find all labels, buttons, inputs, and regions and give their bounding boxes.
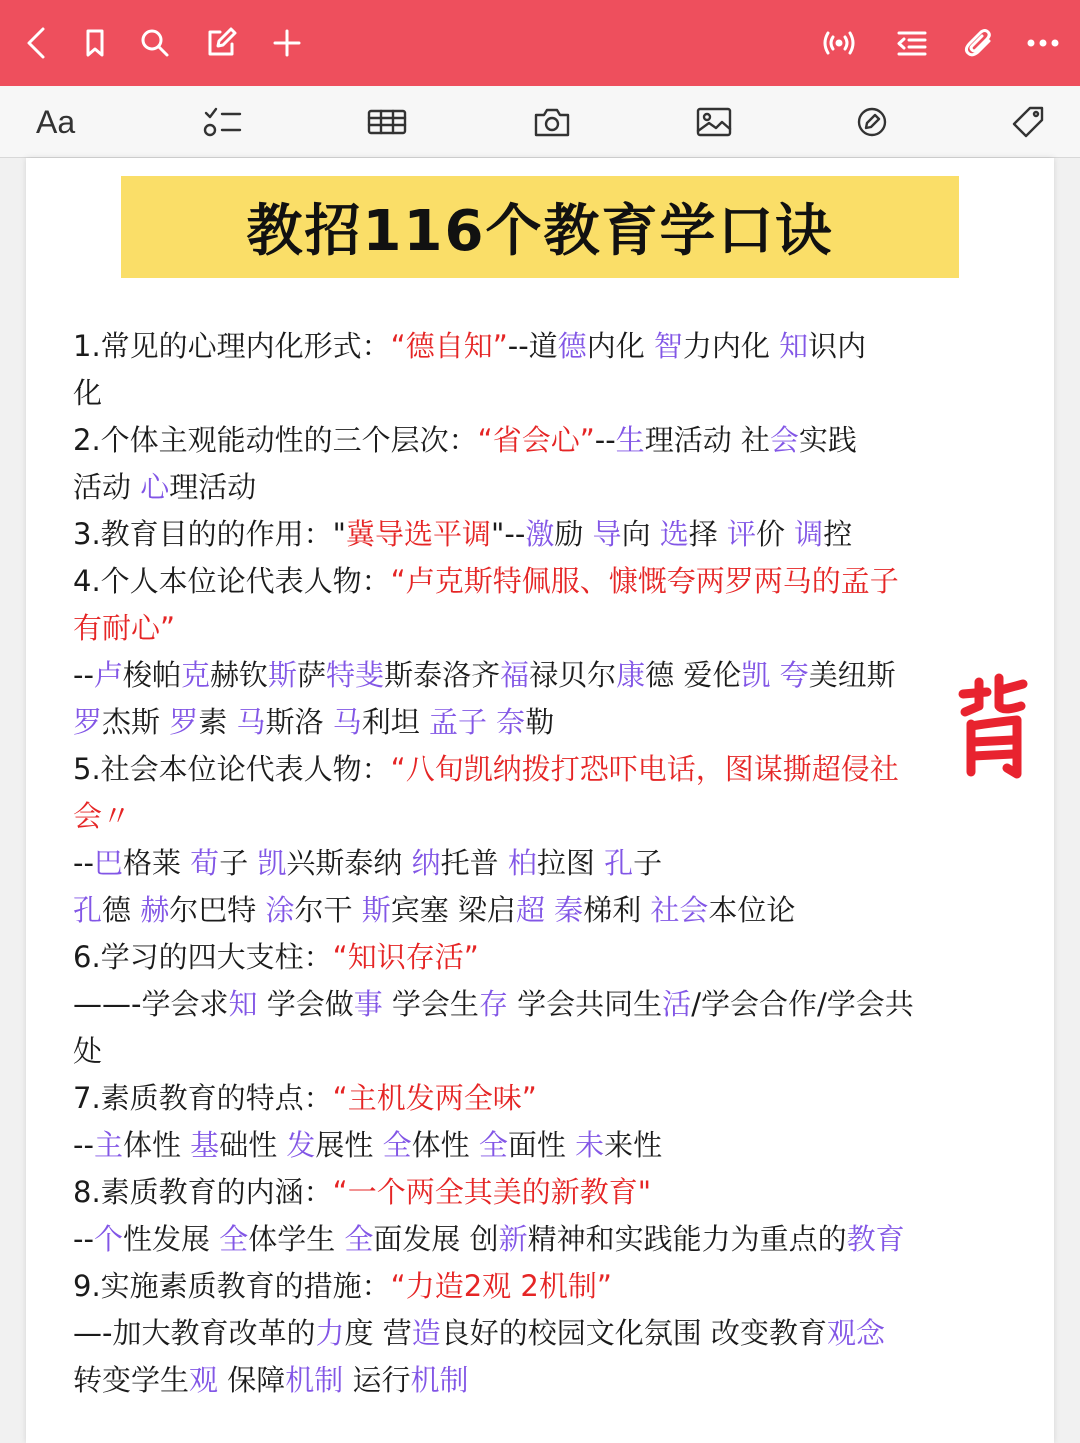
key-character: 荀	[190, 846, 220, 880]
font-button-label: Aa	[36, 103, 76, 140]
note-line	[73, 887, 993, 934]
line-text: 梯利	[583, 893, 651, 927]
line-text: --	[594, 423, 616, 457]
key-character: 柏	[507, 846, 537, 880]
mnemonic-text: “主机发两全味”	[332, 1081, 537, 1115]
line-text	[545, 893, 554, 927]
title-banner	[121, 176, 959, 278]
line-text: --	[73, 658, 94, 692]
line-text: 励	[554, 517, 593, 551]
mnemonic-text: “卢克斯特佩服、慷慨夸两罗两马的孟子	[390, 564, 899, 598]
line-text: 素	[198, 705, 237, 739]
line-text: 向	[621, 517, 660, 551]
line-text: --	[73, 846, 94, 880]
note-line	[73, 417, 993, 464]
key-character: 发	[286, 1128, 316, 1162]
key-character: 教育	[846, 1222, 905, 1256]
line-text: 学会共同生	[507, 987, 663, 1021]
line-text: 子	[219, 846, 258, 880]
key-character: 事	[353, 987, 383, 1021]
note-line	[73, 746, 993, 793]
key-character: 全	[382, 1128, 412, 1162]
key-character: 全	[344, 1222, 374, 1256]
camera-icon[interactable]	[532, 102, 572, 142]
line-text: 性发展	[122, 1222, 220, 1256]
line-text: 5.社会本位论代表人物：	[73, 752, 391, 786]
note-line	[73, 934, 993, 981]
note-line	[73, 370, 993, 417]
key-character: 超	[515, 893, 545, 927]
key-character: 个	[93, 1222, 123, 1256]
note-line	[73, 1357, 993, 1404]
key-character: 造	[411, 1316, 441, 1350]
key-character: 会	[769, 423, 799, 457]
line-text	[770, 658, 779, 692]
line-text: 子	[633, 846, 663, 880]
key-character: 未	[575, 1128, 605, 1162]
line-text: 学会做	[257, 987, 354, 1021]
note-line	[73, 840, 993, 887]
broadcast-icon[interactable]	[818, 22, 860, 64]
key-character: 纳	[411, 846, 441, 880]
line-text: 萨	[297, 658, 327, 692]
key-character: 社会	[650, 893, 709, 927]
line-text: 展性	[315, 1128, 383, 1162]
line-text: 1.常见的心理内化形式：	[73, 329, 391, 363]
line-text: 7.素质教育的特点：	[73, 1081, 333, 1115]
key-character: 机制	[285, 1363, 344, 1397]
key-character: 评	[727, 517, 757, 551]
line-text: --	[73, 1128, 94, 1162]
line-text: 处	[73, 1034, 103, 1068]
note-line	[73, 1122, 993, 1169]
key-character: 孔	[73, 893, 103, 927]
note-body[interactable]	[73, 323, 993, 1404]
key-character: 激	[525, 517, 555, 551]
line-text: 美纽斯	[808, 658, 896, 692]
line-text: 托普	[440, 846, 508, 880]
key-character: 生	[615, 423, 645, 457]
line-text: 内化	[586, 329, 654, 363]
line-text: 利坦	[361, 705, 429, 739]
key-character: 克	[180, 658, 210, 692]
key-character: 全	[478, 1128, 508, 1162]
bookmark-icon[interactable]	[74, 22, 116, 64]
attachment-icon[interactable]	[958, 22, 1000, 64]
key-character: 智	[653, 329, 683, 363]
line-text: 德	[102, 893, 141, 927]
line-text: 8.素质教育的内涵：	[73, 1175, 333, 1209]
line-text: 6.学习的四大支柱：	[73, 940, 333, 974]
line-text: 赫钦	[209, 658, 268, 692]
mnemonic-text: “知识存活”	[332, 940, 479, 974]
key-character: 力	[315, 1316, 345, 1350]
key-character: 夸	[779, 658, 809, 692]
checklist-icon[interactable]	[202, 102, 242, 142]
line-text: 3.教育目的的作用："	[73, 517, 347, 551]
pen-icon[interactable]	[854, 102, 890, 142]
line-text: 面发展 创	[373, 1222, 499, 1256]
line-text: 控	[823, 517, 853, 551]
key-character: 导	[592, 517, 622, 551]
line-text: 化	[73, 376, 103, 410]
key-character: 奈	[496, 705, 526, 739]
key-character: 孟子	[428, 705, 487, 739]
key-character: 斯	[268, 658, 298, 692]
line-text: 兴斯泰纳	[286, 846, 412, 880]
key-character: 秦	[554, 893, 584, 927]
handwritten-bei-stamp	[937, 672, 1047, 782]
key-character: 凯	[741, 658, 771, 692]
key-character: 存	[478, 987, 508, 1021]
line-text: 禄贝尔	[529, 658, 617, 692]
line-text: 体性	[411, 1128, 479, 1162]
note-title: 教招116个教育学口诀	[246, 199, 834, 264]
line-text: 尔巴特	[169, 893, 266, 927]
line-text: 力内化	[682, 329, 780, 363]
line-text: 本位论	[708, 893, 796, 927]
key-character: 心	[140, 470, 170, 504]
note-line	[73, 1310, 993, 1357]
note-line	[73, 464, 993, 511]
outline-icon[interactable]	[890, 22, 932, 64]
editor-toolbar	[0, 86, 1080, 158]
note-line	[73, 699, 993, 746]
line-text: 9.实施素质教育的措施：	[73, 1269, 391, 1303]
line-text: 活动	[73, 470, 141, 504]
key-character: 知	[228, 987, 258, 1021]
line-text: 保障	[218, 1363, 286, 1397]
line-text: 拉图	[536, 846, 605, 880]
tag-icon[interactable]	[1010, 102, 1046, 142]
mnemonic-text: 冀导选平调	[346, 517, 492, 551]
line-text: 体学生	[248, 1222, 345, 1256]
key-character: 活	[662, 987, 692, 1021]
line-text: 宾塞 梁启	[390, 893, 516, 927]
key-character: 凯	[257, 846, 287, 880]
line-text: 础性	[219, 1128, 287, 1162]
line-text: 斯洛	[265, 705, 333, 739]
line-text: 德 爱伦	[645, 658, 742, 692]
line-text: 格莱	[122, 846, 191, 880]
key-character: 罗	[73, 705, 103, 739]
line-text: 勒	[525, 705, 555, 739]
line-text: /学会合作/学会共	[691, 987, 914, 1021]
mnemonic-text: 有耐心”	[73, 611, 176, 645]
note-line	[73, 1263, 993, 1310]
key-character: 观念	[826, 1316, 885, 1350]
line-text: "--	[491, 517, 526, 551]
line-text: ——-学会求	[73, 987, 229, 1021]
line-text: 识内	[808, 329, 867, 363]
key-character: 赫	[140, 893, 170, 927]
note-line	[73, 1216, 993, 1263]
line-text: 度 营	[344, 1316, 412, 1350]
key-character: 福	[500, 658, 530, 692]
key-character: 马	[332, 705, 362, 739]
mnemonic-text: “省会心”	[477, 423, 595, 457]
search-icon[interactable]	[134, 22, 176, 64]
key-character: 知	[779, 329, 809, 363]
edit-icon[interactable]	[200, 22, 242, 64]
line-text: 来性	[604, 1128, 663, 1162]
line-text: 面性	[507, 1128, 576, 1162]
mnemonic-text: 会〃	[73, 799, 132, 833]
mnemonic-text: “德自知”	[390, 329, 508, 363]
note-line	[73, 511, 993, 558]
mnemonic-text: “一个两全其美的新教育"	[332, 1175, 652, 1209]
key-character: 新	[498, 1222, 528, 1256]
key-character: 主	[93, 1128, 123, 1162]
line-text: 价	[756, 517, 795, 551]
note-page	[26, 158, 1054, 1443]
back-icon[interactable]	[16, 22, 58, 64]
key-character: 孔	[604, 846, 634, 880]
note-line	[73, 605, 993, 652]
line-text: 学会生	[382, 987, 479, 1021]
key-character: 巴	[93, 846, 123, 880]
table-icon[interactable]	[366, 102, 408, 142]
key-character: 选	[659, 517, 689, 551]
more-icon[interactable]	[1022, 22, 1064, 64]
note-line	[73, 1075, 993, 1122]
line-text: --道	[507, 329, 558, 363]
line-text: 斯泰洛齐	[384, 658, 501, 692]
key-character: 涂	[265, 893, 295, 927]
font-icon[interactable]	[36, 102, 75, 142]
line-text: 转变学生	[73, 1363, 190, 1397]
key-character: 调	[794, 517, 824, 551]
line-text: 择	[688, 517, 728, 551]
plus-icon[interactable]	[266, 22, 308, 64]
key-character: 马	[236, 705, 266, 739]
key-character: 德	[557, 329, 587, 363]
line-text: 良好的校园文化氛围 改变教育	[440, 1316, 827, 1350]
line-text: 梭帕	[122, 658, 181, 692]
key-character: 基	[190, 1128, 220, 1162]
line-text: 运行	[343, 1363, 411, 1397]
mnemonic-text: “力造2观 2机制”	[390, 1269, 612, 1303]
key-character: 观	[189, 1363, 219, 1397]
line-text	[487, 705, 496, 739]
line-text: 尔干	[294, 893, 362, 927]
key-character: 机制	[410, 1363, 469, 1397]
note-line	[73, 1028, 993, 1075]
key-character: 罗	[169, 705, 199, 739]
line-text: 2.个体主观能动性的三个层次：	[73, 423, 478, 457]
key-character: 全	[219, 1222, 249, 1256]
line-text: 实践	[798, 423, 857, 457]
line-text: 理活动 社	[644, 423, 770, 457]
note-line	[73, 1169, 993, 1216]
key-character: 斐	[355, 658, 385, 692]
line-text: 体性	[122, 1128, 191, 1162]
line-text: —-加大教育改革的	[73, 1316, 316, 1350]
line-text: --	[73, 1222, 94, 1256]
line-text: 理活动	[169, 470, 257, 504]
note-line	[73, 323, 993, 370]
top-nav-bar	[0, 0, 1080, 86]
note-line	[73, 981, 993, 1028]
note-line	[73, 793, 993, 840]
note-line	[73, 652, 993, 699]
note-line	[73, 558, 993, 605]
line-text: 4.个人本位论代表人物：	[73, 564, 391, 598]
line-text: 杰斯	[102, 705, 170, 739]
key-character: 康	[616, 658, 646, 692]
key-character: 特	[326, 658, 356, 692]
mnemonic-text: “八旬凯纳拨打恐吓电话，图谋撕超侵社	[390, 752, 899, 786]
line-text: 精神和实践能力为重点的	[527, 1222, 847, 1256]
key-character: 卢	[93, 658, 123, 692]
key-character: 斯	[361, 893, 391, 927]
image-icon[interactable]	[694, 102, 734, 142]
